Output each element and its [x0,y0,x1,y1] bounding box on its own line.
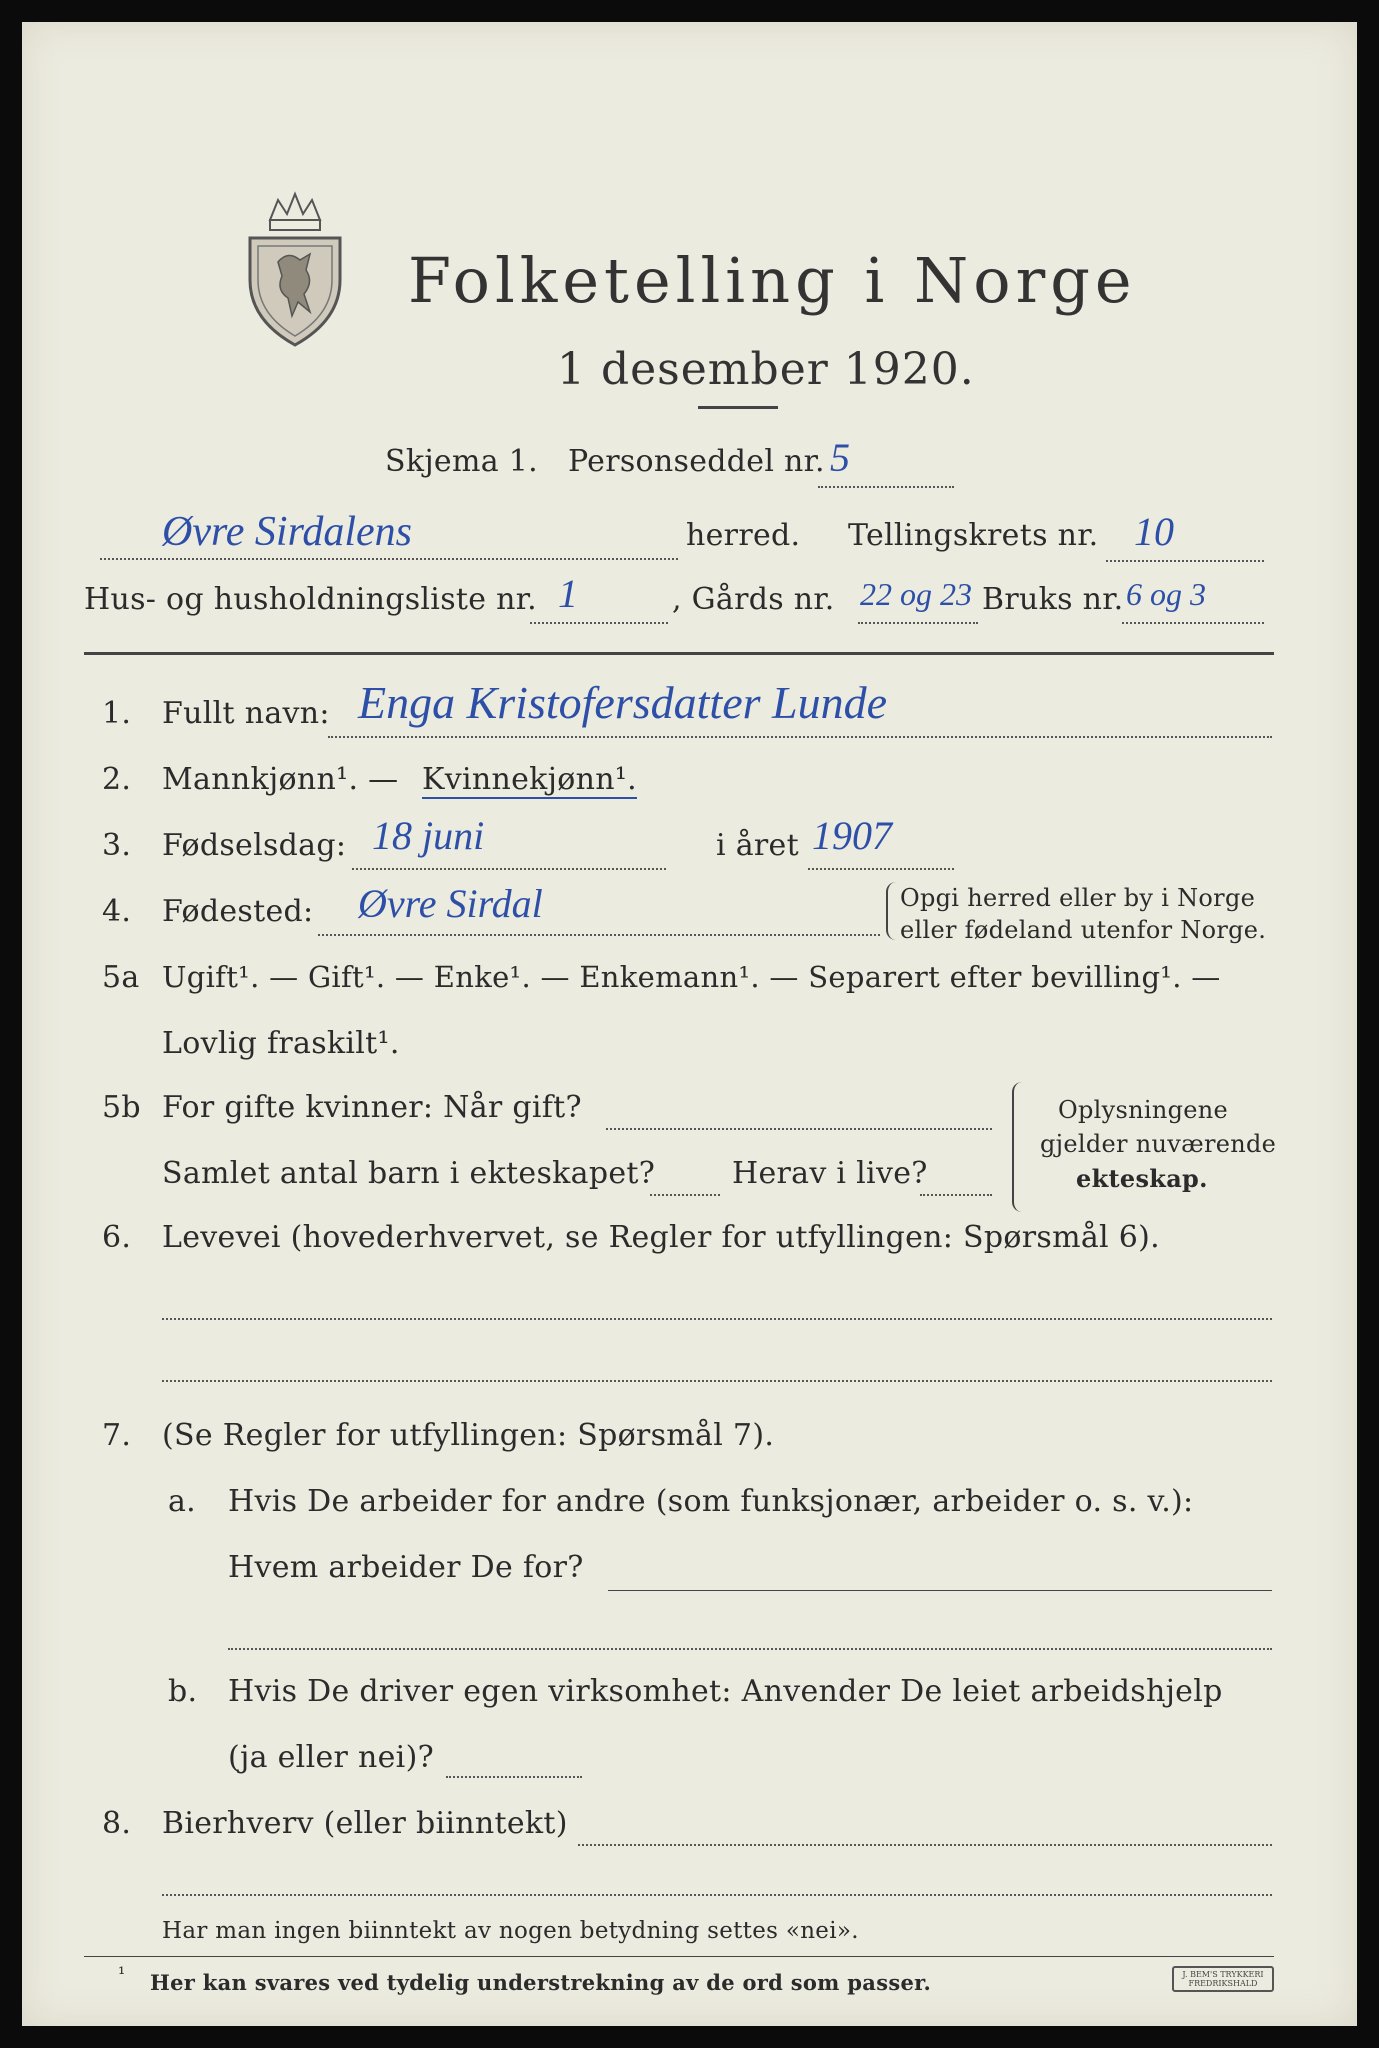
q5a-number: 5a [102,960,140,995]
census-date: 1 desember 1920. [557,344,975,395]
q7b-marker: b. [168,1674,198,1709]
gards-label: , Gårds nr. [672,582,835,617]
tellingskrets-line [1106,560,1264,562]
q7a-marker: a. [168,1484,197,1519]
q5b-number: 5b [102,1090,141,1125]
q5b-married-label: For gifte kvinner: Når gift? [162,1090,582,1125]
footnote-rule [84,1956,1274,1957]
personseddel-value[interactable]: 5 [830,435,850,480]
gards-value[interactable]: 22 og 23 [860,576,972,612]
q5b-children-label: Samlet antal barn i ekteskapet? [162,1156,656,1191]
printer-stamp-line1: J. BEM'S TRYKKERI [1182,1970,1264,1979]
q2-male-option[interactable]: Mannkjønn¹. — [162,762,399,797]
hus-label: Hus- og husholdningsliste nr. [84,582,537,617]
hus-value[interactable]: 1 [558,571,578,616]
gards-line [858,622,978,624]
coat-of-arms-icon [240,190,350,350]
q4-line [318,934,880,936]
q4-brace [886,882,896,940]
q4-note-line2: eller fødeland utenfor Norge. [900,916,1267,944]
tellingskrets-label: Tellingskrets nr. [848,518,1099,553]
q6-label: Levevei (hovederhvervet, se Regler for utfyllingen: Spørsmål 6). [162,1220,1160,1255]
q5b-note-line2: gjelder nuværende [1040,1130,1277,1158]
q5b-note-line3: ekteskap. [1076,1164,1208,1193]
form-title: Folketelling i Norge [408,244,1137,317]
q1-label: Fullt navn: [162,696,330,731]
header-rule [84,652,1274,655]
q7a-line1: Hvis De arbeider for andre (som funksjonær, arbeider o. s. v.): [228,1484,1194,1519]
q4-label: Fødested: [162,894,314,929]
footnote-marker: ¹ [118,1964,126,1985]
skjema-label: Skjema 1. [385,444,538,479]
q3-year-label: i året [716,828,799,863]
bruks-label: Bruks nr. [982,582,1124,617]
personseddel-label: Personseddel nr. [568,444,825,479]
footnote-text: Her kan svares ved tydelig understrekning av de ord som passer. [150,1970,932,1995]
q5b-married-line [606,1128,992,1130]
q2-number: 2. [102,762,132,797]
herred-label: herred. [686,518,801,553]
personseddel-line [818,486,954,488]
q3-year[interactable]: 1907 [812,813,892,858]
q3-birthday[interactable]: 18 juni [372,813,485,858]
hus-line [530,622,668,624]
q7a-answer-line [608,1590,1272,1591]
q8-line-2 [162,1894,1272,1896]
q5a-options[interactable]: Ugift¹. — Gift¹. — Enke¹. — Enkemann¹. — Separert efter bevilling¹. — [162,960,1221,994]
q2-female-option[interactable]: Kvinnekjønn¹. [422,762,637,797]
q5b-alive-label: Herav i live? [732,1156,928,1191]
q5b-children-line [650,1194,720,1196]
q7-number: 7. [102,1418,132,1453]
herred-value[interactable]: Øvre Sirdalens [162,509,413,555]
tellingskrets-value[interactable]: 10 [1134,509,1174,554]
census-form [22,22,1357,2026]
q3-number: 3. [102,828,132,863]
q4-birthplace[interactable]: Øvre Sirdal [358,881,543,926]
q8-number: 8. [102,1806,132,1841]
q7b-answer-line [446,1776,582,1778]
q3-label: Fødselsdag: [162,828,347,863]
printer-stamp [1172,1966,1274,1992]
herred-line [100,558,678,560]
q3-line [352,868,666,870]
q6-number: 6. [102,1220,132,1255]
q5b-brace [1012,1082,1022,1212]
q1-line [328,736,1272,738]
title-divider [698,406,778,409]
q8-label: Bierhverv (eller biinntekt) [162,1806,568,1841]
bruks-line [1122,622,1264,624]
q3-year-line [808,868,954,870]
q4-note-line1: Opgi herred eller by i Norge [900,884,1256,912]
q8-note: Har man ingen biinntekt av nogen betydning settes «nei». [162,1918,859,1944]
q7b-line2: (ja eller nei)? [228,1740,434,1775]
q7b-line1: Hvis De driver egen virksomhet: Anvender De leiet arbeidshjelp [228,1674,1223,1709]
q6-line-1 [162,1318,1272,1320]
q1-number: 1. [102,696,132,731]
q7-label: (Se Regler for utfyllingen: Spørsmål 7). [162,1418,775,1453]
q4-number: 4. [102,894,132,929]
bruks-value[interactable]: 6 og 3 [1126,576,1206,612]
q7a-line2: Hvem arbeider De for? [228,1550,584,1585]
printer-stamp-line2: FREDRIKSHALD [1188,1979,1258,1988]
q1-full-name[interactable]: Enga Kristofersdatter Lunde [358,677,888,728]
q5b-note-line1: Oplysningene [1058,1096,1229,1124]
q8-line-1 [578,1844,1272,1846]
q6-line-2 [162,1380,1272,1382]
q5a-options-cont[interactable]: Lovlig fraskilt¹. [162,1026,400,1061]
q5b-alive-line [920,1194,992,1196]
q7a-answer-line-2 [228,1648,1272,1650]
